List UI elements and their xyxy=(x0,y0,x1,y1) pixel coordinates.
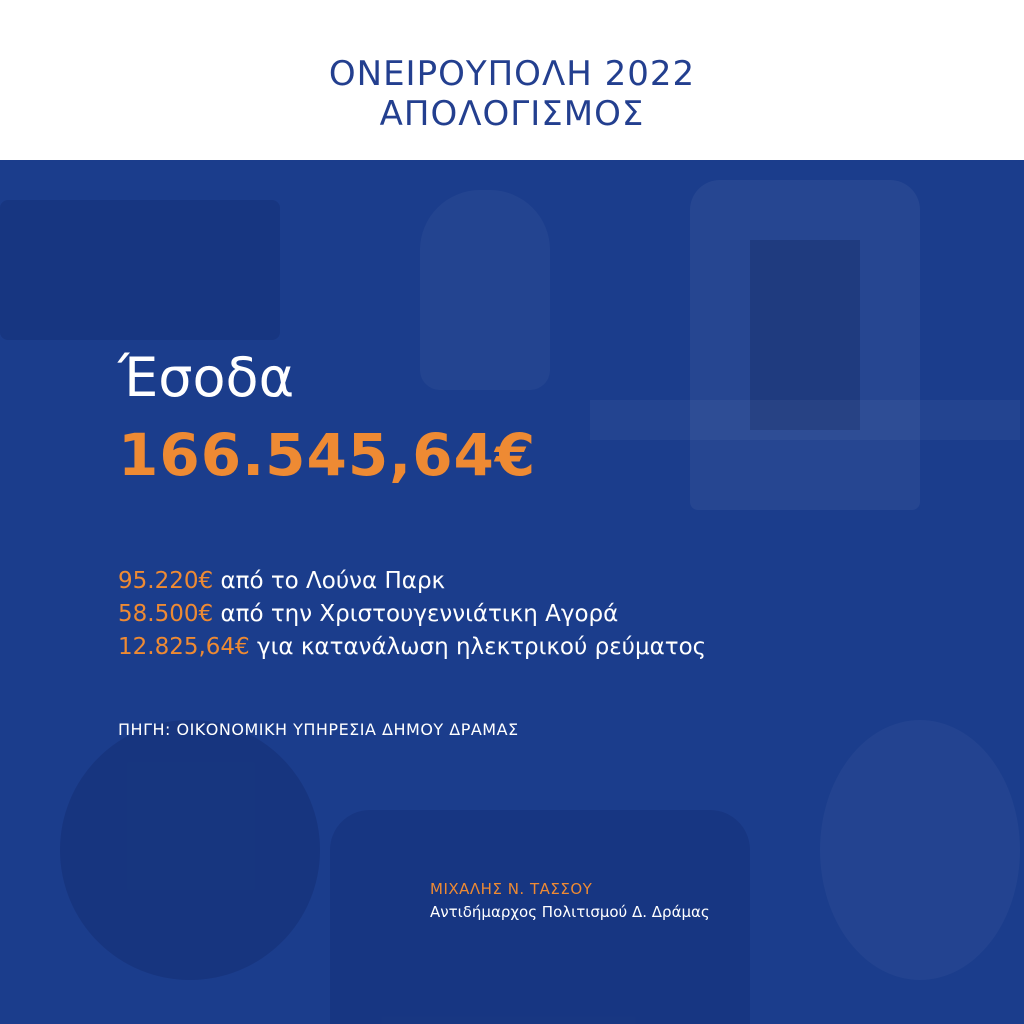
breakdown-amount: 95.220€ xyxy=(118,568,214,594)
background-photo-shape xyxy=(0,200,280,340)
background-photo-shape xyxy=(420,190,550,390)
breakdown-text: για κατανάλωση ηλεκτρικού ρεύματος xyxy=(257,634,707,660)
background-photo-shape xyxy=(60,720,320,980)
background-photo-shape xyxy=(750,240,860,430)
breakdown-item xyxy=(118,631,706,664)
header-subtitle: ΑΠΟΛΟΓΙΣΜΟΣ xyxy=(379,94,645,134)
breakdown-text: από την Χριστουγεννιάτικη Αγορά xyxy=(220,601,619,627)
breakdown-amount: 12.825,64€ xyxy=(118,634,250,660)
signer-name: ΜΙΧΑΛΗΣ Ν. ΤΑΣΣΟΥ xyxy=(430,880,593,898)
breakdown-item xyxy=(118,598,706,631)
signer-role: Αντιδήμαρχος Πολιτισμού Δ. Δράμας xyxy=(430,903,710,921)
breakdown-text: από το Λούνα Παρκ xyxy=(220,568,446,594)
content-panel xyxy=(0,160,1024,1024)
header xyxy=(0,0,1024,160)
header-title: ΟΝΕΙΡΟΥΠΟΛΗ 2022 xyxy=(328,54,696,94)
background-photo-shape xyxy=(690,180,920,510)
breakdown-item xyxy=(118,565,706,598)
background-photo-shape xyxy=(820,720,1020,980)
source-note: ΠΗΓΗ: ΟΙΚΟΝΟΜΙΚΗ ΥΠΗΡΕΣΙΑ ΔΗΜΟΥ ΔΡΑΜΑΣ xyxy=(118,720,519,739)
revenue-title: Έσοδα xyxy=(118,346,295,409)
revenue-total: 166.545,64€ xyxy=(118,421,537,489)
breakdown-amount: 58.500€ xyxy=(118,601,214,627)
signature-block xyxy=(430,878,710,924)
revenue-breakdown xyxy=(118,565,706,664)
background-photo-shape xyxy=(590,400,1020,440)
